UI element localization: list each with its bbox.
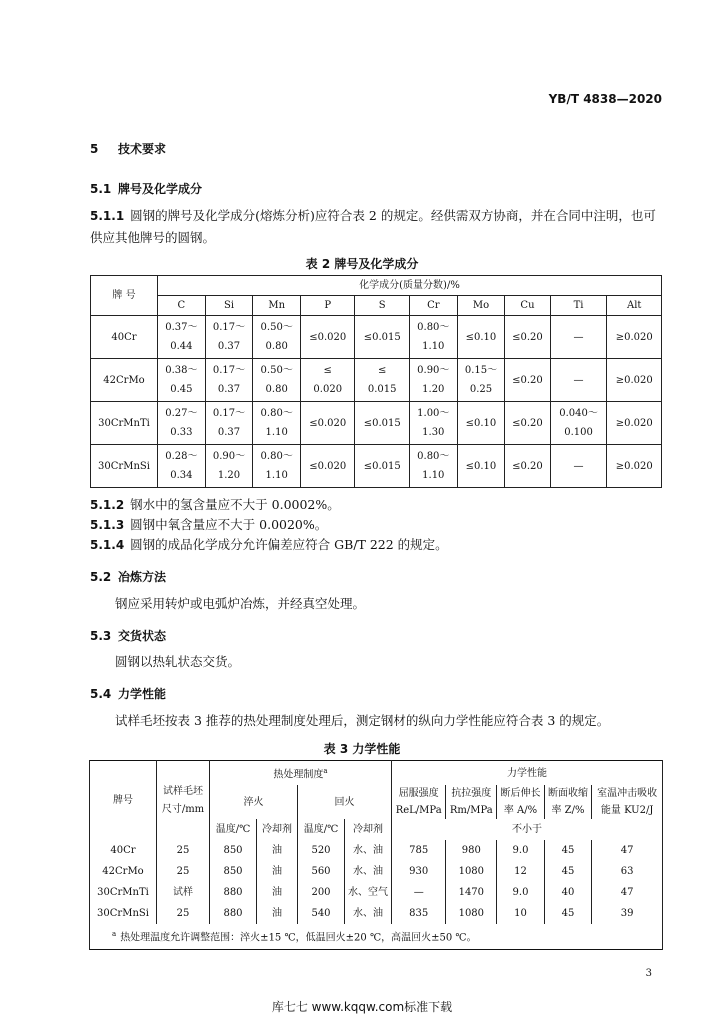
table3-footnote-row: [90, 924, 663, 949]
table3-min-header: 不小于: [392, 819, 663, 840]
table3-cell: 40Cr: [90, 840, 157, 861]
section-5-2-text: 钢应采用转炉或电弧炉冶炼，并经真空处理。: [115, 596, 366, 611]
table2-cell: [550, 402, 607, 445]
table2-cell: [457, 359, 505, 402]
cell-line: 1.10: [265, 470, 288, 481]
cell-line: 0.80～: [417, 451, 450, 462]
table2-col-header: Si: [205, 296, 253, 316]
table2-col-header: Ti: [550, 296, 607, 316]
table2-cell: [409, 316, 457, 359]
cell-line: 0.17～: [212, 408, 246, 419]
table3: [89, 760, 663, 950]
clause-text: 钢水中的氢含量应不大于 0.0002%。: [130, 497, 340, 512]
header-line: 率 Z/%: [551, 805, 585, 817]
table2-cell: [158, 316, 206, 359]
cell-line: 0.90～: [212, 451, 246, 462]
table2-col-header: Mo: [457, 296, 505, 316]
clause-text: 圆钢中氧含量应不大于 0.0020%。: [130, 517, 328, 532]
header-line: 尺寸/mm: [161, 803, 205, 815]
table2-brand-cell: 30CrMnTi: [91, 402, 158, 445]
clause-text: 圆钢的成品化学成分允许偏差应符合 GB/T 222 的规定。: [130, 537, 448, 552]
cell-line: ≤0.020: [309, 460, 347, 472]
header-line: Rm/MPa: [449, 805, 493, 817]
table3-cell: 880: [210, 882, 257, 903]
clause-5-1-1: [90, 205, 670, 248]
section-5-3-text: 圆钢以热轧状态交货。: [115, 654, 241, 669]
cell-line: ≤0.20: [512, 460, 543, 472]
cell-line: 0.90～: [417, 365, 450, 376]
table2-cell: [355, 316, 409, 359]
cell-line: 0.50～: [260, 322, 293, 333]
header-line: 率 A/%: [503, 805, 538, 817]
table3-size-header: [157, 761, 210, 841]
table3-cell: 9.0: [497, 882, 545, 903]
table3-cell: 10: [497, 903, 545, 924]
table3-cell: 47: [592, 882, 663, 903]
cell-line: ≤0.020: [309, 417, 347, 429]
cell-line: —: [573, 331, 584, 343]
cell-line: 0.80～: [260, 408, 293, 419]
cell-line: 0.37: [217, 341, 241, 352]
table3-cell: 油: [257, 861, 298, 882]
table2-cell: [607, 445, 662, 488]
table2-cell: [205, 445, 253, 488]
table2-cell: [253, 316, 301, 359]
footnote-ref: a: [323, 767, 328, 775]
clause-number: 5.1.4: [90, 538, 125, 552]
clause-number: 5.1.3: [90, 518, 125, 532]
section-title: 牌号及化学成分: [118, 182, 203, 196]
table2-cell: [607, 402, 662, 445]
section-5-4-heading: [90, 685, 166, 702]
table2-cell: [607, 359, 662, 402]
table3-cell: 水、油: [345, 840, 392, 861]
table2-col-header: Cr: [409, 296, 457, 316]
clause-number: 5.1.2: [90, 498, 125, 512]
table2-cell: [457, 445, 505, 488]
table3-quench-header: 淬火: [210, 785, 298, 819]
table3-heat-header: [210, 761, 392, 786]
cell-line: ≥0.020: [615, 460, 653, 472]
table2-cell: [253, 402, 301, 445]
cell-line: 1.20: [217, 470, 241, 481]
header-line: 屈服强度: [398, 788, 439, 800]
table2-cell: [505, 445, 550, 488]
footnote-mark: a: [112, 930, 117, 939]
header-line: ReL/MPa: [395, 805, 442, 817]
clause-5-1-2: [90, 494, 340, 516]
table3-cell: 25: [157, 903, 210, 924]
table3-cell: 1470: [446, 882, 497, 903]
table3-cell: 30CrMnSi: [90, 903, 157, 924]
cell-line: 0.040～: [559, 408, 598, 419]
table2-brand-cell: 40Cr: [91, 316, 158, 359]
cell-line: 0.50～: [260, 365, 293, 376]
table2-cell: [158, 445, 206, 488]
table3-cell: 12: [497, 861, 545, 882]
table2-cell: [301, 359, 355, 402]
cell-line: 0.15～: [464, 365, 498, 376]
table2-brand-cell: 30CrMnSi: [91, 445, 158, 488]
table3-cell: 试样: [157, 882, 210, 903]
table3-cell: 水、油: [345, 903, 392, 924]
cell-line: 0.37～: [165, 322, 198, 333]
table3-cell: 1080: [446, 861, 497, 882]
table3-elong-header: [497, 785, 545, 819]
table2-cell: [505, 359, 550, 402]
table2-column-headers: [91, 296, 662, 316]
table2-cell: [253, 445, 301, 488]
table3-temp1-header: 温度/℃: [210, 819, 257, 840]
cell-line: 0.80: [265, 341, 288, 352]
table3-brand-header: 牌号: [90, 761, 157, 841]
cell-line: ≤: [378, 365, 387, 376]
table3-cell: 油: [257, 882, 298, 903]
table2-col-header: Cu: [505, 296, 550, 316]
table3-cool2-header: 冷却剂: [345, 819, 392, 840]
table3-reduct-header: [544, 785, 592, 819]
table2-cell: [253, 359, 301, 402]
header-line: 断后伸长: [500, 788, 541, 800]
table3-cell: 40: [544, 882, 592, 903]
page-number: 3: [645, 968, 652, 979]
table3-cell: 水、空气: [345, 882, 392, 903]
cell-line: —: [573, 374, 584, 386]
cell-line: 0.28～: [165, 451, 198, 462]
table3-cell: 63: [592, 861, 663, 882]
table3-cell: 835: [392, 903, 446, 924]
table3-cell: 9.0: [497, 840, 545, 861]
table2-col-header: S: [355, 296, 409, 316]
table-row: [91, 445, 662, 488]
cell-line: 0.44: [170, 341, 193, 352]
header-line: 抗拉强度: [451, 788, 492, 800]
table3-cell: 930: [392, 861, 446, 882]
table-row: [90, 882, 663, 903]
table2-cell: [205, 316, 253, 359]
table3-temp2-header: 温度/℃: [298, 819, 345, 840]
cell-line: ≤0.20: [512, 417, 543, 429]
table3-cell: 850: [210, 840, 257, 861]
cell-line: ≤: [323, 365, 332, 376]
table2-col-header: P: [301, 296, 355, 316]
cell-line: 0.34: [170, 470, 193, 481]
table3-cell: 200: [298, 882, 345, 903]
table3-cell: 1080: [446, 903, 497, 924]
table3-tensile-header: [446, 785, 497, 819]
table2-cell: [301, 316, 355, 359]
table3-cell: 45: [544, 861, 592, 882]
cell-line: ≥0.020: [615, 374, 653, 386]
watermark: 库七七 www.kqqw.com标准下载: [271, 1000, 453, 1014]
table2-col-header: Alt: [607, 296, 662, 316]
table-row: [90, 861, 663, 882]
cell-line: ≤0.10: [465, 331, 497, 343]
section-number: 5: [90, 142, 99, 156]
table3-cell: 45: [544, 903, 592, 924]
clause-number: 5.1.1: [90, 209, 125, 223]
cell-line: 0.27～: [165, 408, 198, 419]
cell-line: 0.17～: [212, 322, 246, 333]
table2-cell: [457, 316, 505, 359]
table3-cell: 45: [544, 840, 592, 861]
table3-mech-header: 力学性能: [392, 761, 663, 786]
cell-line: ≤0.015: [363, 331, 401, 343]
cell-line: ≤0.10: [465, 460, 497, 472]
table3-yield-header: [392, 785, 446, 819]
cell-line: 1.30: [422, 427, 445, 438]
cell-line: 1.10: [422, 341, 445, 352]
table2-cell: [205, 359, 253, 402]
header-line: 试样毛坯: [163, 785, 203, 797]
table3-cell: 47: [592, 840, 663, 861]
table2-cell: [205, 402, 253, 445]
header-line: 室温冲击吸收: [597, 788, 658, 800]
table3-cell: —: [392, 882, 446, 903]
table2-cell: [550, 359, 607, 402]
table2-cell: [409, 359, 457, 402]
table2-cell: [355, 359, 409, 402]
table3-cell: 39: [592, 903, 663, 924]
cell-line: 1.10: [265, 427, 288, 438]
header-line: 断面收缩: [548, 788, 588, 800]
clause-text-line2: 供应其他牌号的圆钢。: [90, 230, 216, 245]
table2-cell: [355, 445, 409, 488]
section-5-heading: [90, 140, 166, 157]
table-row: [90, 840, 663, 861]
standard-number: YB/T 4838—2020: [548, 92, 662, 106]
table-row: [91, 316, 662, 359]
table3-impact-header: [592, 785, 663, 819]
section-5-3-heading: [90, 627, 166, 644]
table3-cell: 520: [298, 840, 345, 861]
table3-cell: 油: [257, 840, 298, 861]
cell-line: 0.020: [313, 384, 343, 395]
cell-line: 0.45: [170, 384, 193, 395]
cell-line: 1.20: [422, 384, 445, 395]
cell-line: 0.100: [564, 427, 593, 438]
table2-cell: [409, 402, 457, 445]
cell-line: 0.80: [265, 384, 288, 395]
table3-cell: 42CrMo: [90, 861, 157, 882]
table2-cell: [158, 402, 206, 445]
table3-cell: 880: [210, 903, 257, 924]
table2-caption: 表 2 牌号及化学成分: [305, 257, 419, 271]
section-5-2-heading: [90, 568, 166, 585]
cell-line: 0.015: [367, 384, 397, 395]
section-5-4-text: 试样毛坯按表 3 推荐的热处理制度处理后，测定钢材的纵向力学性能应符合表 3 的规定。: [115, 713, 610, 728]
clause-text-line1: 圆钢的牌号及化学成分(熔炼分析)应符合表 2 的规定。经供需双方协商，并在合同中注明，也可: [130, 208, 656, 223]
section-title: 冶炼方法: [118, 570, 167, 584]
table2-cell: [301, 402, 355, 445]
section-title: 技术要求: [118, 142, 167, 156]
table2-cell: [457, 402, 505, 445]
section-number: 5.4: [90, 687, 112, 701]
table3-cell: 850: [210, 861, 257, 882]
cell-line: ≤0.020: [309, 331, 347, 343]
table2-brand-cell: 42CrMo: [91, 359, 158, 402]
table2: [90, 275, 662, 488]
table3-cell: 25: [157, 861, 210, 882]
table3-cell: 水、油: [345, 861, 392, 882]
table-row: [91, 359, 662, 402]
cell-line: —: [573, 460, 584, 472]
header-line: 能量 KU2/J: [600, 805, 654, 817]
table3-cell: 560: [298, 861, 345, 882]
cell-line: 1.00～: [417, 408, 450, 419]
table3-temper-header: 回火: [298, 785, 392, 819]
section-title: 交货状态: [118, 629, 167, 643]
table2-group-header: 化学成分(质量分数)/%: [158, 276, 662, 296]
table2-col-header: Mn: [253, 296, 301, 316]
table3-cell: 785: [392, 840, 446, 861]
table3-cell: 25: [157, 840, 210, 861]
table2-brand-header: 牌 号: [91, 276, 158, 316]
header-text: 热处理制度: [273, 769, 324, 781]
section-number: 5.1: [90, 182, 112, 196]
table2-cell: [550, 316, 607, 359]
cell-line: ≤0.015: [363, 417, 401, 429]
table2-col-header: C: [158, 296, 206, 316]
table3-caption: 表 3 力学性能: [323, 742, 401, 756]
section-5-1-heading: [90, 180, 202, 197]
table2-cell: [355, 402, 409, 445]
cell-line: 0.25: [469, 384, 493, 395]
table-row: [91, 402, 662, 445]
cell-line: 0.80～: [417, 322, 450, 333]
cell-line: 0.38～: [165, 365, 198, 376]
cell-line: ≥0.020: [615, 331, 653, 343]
cell-line: ≤0.20: [512, 331, 543, 343]
table3-cool1-header: 冷却剂: [257, 819, 298, 840]
table2-cell: [505, 402, 550, 445]
cell-line: 0.33: [170, 427, 193, 438]
table3-cell: 980: [446, 840, 497, 861]
table2-cell: [158, 359, 206, 402]
table3-cell: 30CrMnTi: [90, 882, 157, 903]
table2-cell: [607, 316, 662, 359]
cell-line: ≥0.020: [615, 417, 653, 429]
table2-cell: [409, 445, 457, 488]
section-title: 力学性能: [118, 687, 167, 701]
section-number: 5.2: [90, 570, 112, 584]
table-row: [90, 903, 663, 924]
clause-5-1-4: [90, 534, 448, 556]
footnote-text: 热处理温度允许调整范围：淬火±15 ℃，低温回火±20 ℃，高温回火±50 ℃。: [120, 932, 477, 944]
table2-cell: [505, 316, 550, 359]
cell-line: 0.17～: [212, 365, 246, 376]
section-number: 5.3: [90, 629, 112, 643]
cell-line: ≤0.015: [363, 460, 401, 472]
table2-cell: [301, 445, 355, 488]
cell-line: 0.37: [217, 427, 241, 438]
cell-line: 1.10: [422, 470, 445, 481]
table3-cell: 540: [298, 903, 345, 924]
cell-line: ≤0.20: [512, 374, 543, 386]
cell-line: 0.80～: [260, 451, 293, 462]
cell-line: ≤0.10: [465, 417, 497, 429]
table2-cell: [550, 445, 607, 488]
clause-5-1-3: [90, 514, 327, 536]
table3-cell: 油: [257, 903, 298, 924]
table3-footnote: [90, 924, 663, 949]
cell-line: 0.37: [217, 384, 241, 395]
